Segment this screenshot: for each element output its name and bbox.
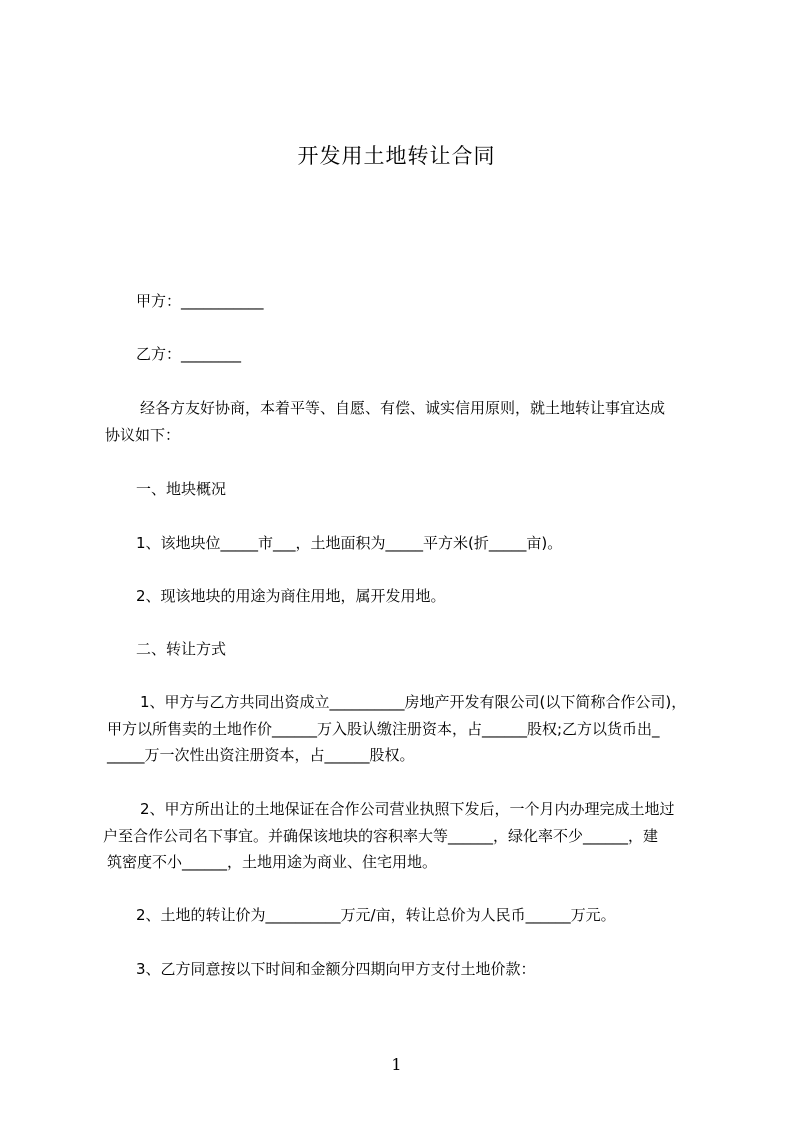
section-2-item-2-line-1: 2、甲方所出让的土地保证在合作公司营业执照下发后，一个月内办理完成土地过 — [140, 800, 675, 818]
section-2-item-3: 2、土地的转让价为__________万元/亩，转让总价为人民币______万元。 — [136, 906, 616, 924]
document-title: 开发用土地转让合同 — [297, 144, 496, 168]
section-2-item-1-line-2: 甲方以所售卖的土地作价______万入股认缴注册资本，占______股权;乙方以货币出_ — [107, 720, 660, 738]
section-2-item-4: 3、乙方同意按以下时间和金额分四期向甲方支付土地价款： — [136, 960, 536, 978]
section-2-item-1-line-1: 1、甲方与乙方共同出资成立__________房地产开发有限公司(以下简称合作公司)， — [140, 693, 687, 711]
section-1-item-1: 1、该地块位_____市___，土地面积为_____平方米(折_____亩)。 — [136, 534, 563, 552]
section-2-item-2-line-2: 户至合作公司名下事宜。并确保该地块的容积率大等______，绿化率不少______，建 — [103, 827, 659, 845]
section-1-item-2: 2、现该地块的用途为商住用地，属开发用地。 — [136, 587, 446, 605]
section-2-item-2-line-3: 筑密度不小______，土地用途为商业、住宅用地。 — [107, 853, 438, 871]
preamble-line-2: 协议如下： — [105, 426, 181, 444]
party-a-line: 甲方：___________ — [136, 292, 264, 310]
section-2-item-1-line-3: _____万一次性出资注册资本，占______股权。 — [107, 746, 415, 764]
section-2-heading: 二、转让方式 — [136, 640, 227, 658]
page-number: 1 — [391, 1055, 402, 1074]
section-1-heading: 一、地块概况 — [136, 480, 227, 498]
preamble-line-1: 经各方友好协商，本着平等、自愿、有偿、诚实信用原则，就土地转让事宜达成 — [140, 399, 666, 417]
party-b-line: 乙方：________ — [136, 345, 242, 363]
